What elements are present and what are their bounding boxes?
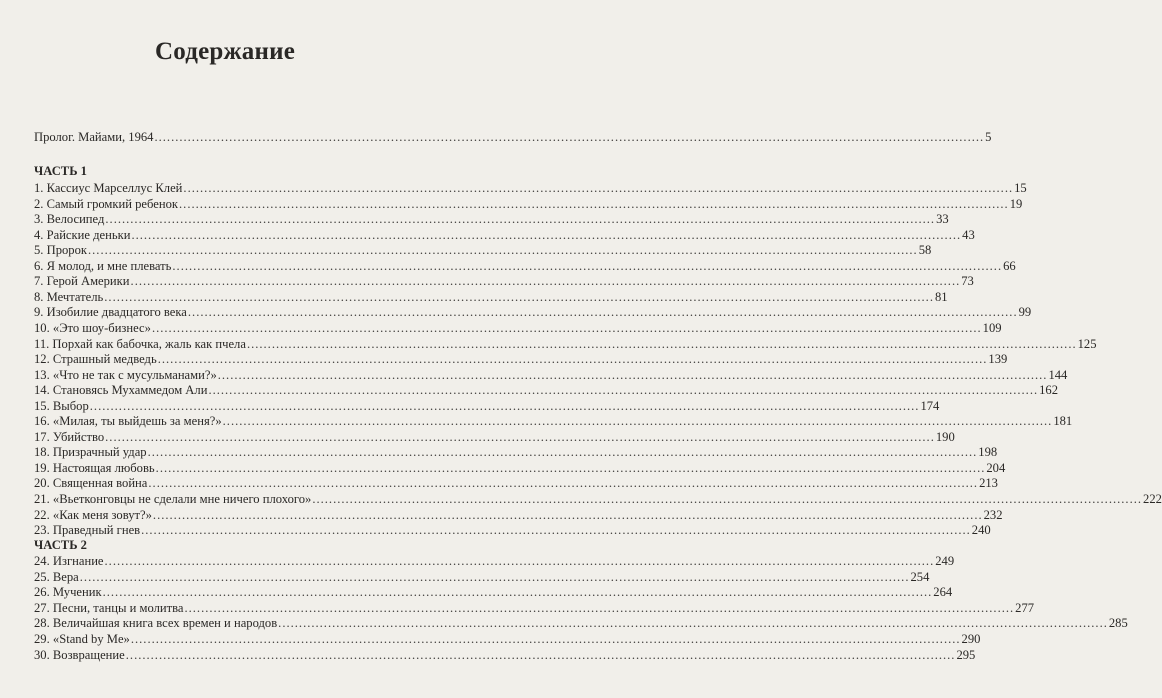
part-heading-1: ЧАСТЬ 1: [34, 164, 87, 178]
entry-label: 24. Изгнание: [34, 554, 104, 568]
entry-page: 190: [935, 429, 955, 444]
dot-leader: ........................................................................................................................................................................................................: [312, 492, 1143, 506]
entry-page: 181: [1053, 414, 1073, 429]
entry-label: 18. Призрачный удар: [34, 445, 147, 460]
entry-label: 6. Я молод, и мне плевать: [34, 258, 172, 273]
dot-leader: ........................................................................................................................................................................................................: [88, 243, 918, 258]
entry-page: 109: [982, 320, 1002, 335]
dot-leader: ........................................................................................................................................................................................................: [104, 554, 935, 568]
entry-page: 81: [934, 289, 948, 304]
entry-label: 10. «Это шоу-бизнес»: [34, 320, 151, 335]
entry-page: 285: [1108, 616, 1128, 631]
entry-label: 15. Выбор: [34, 398, 89, 413]
dot-leader: ........................................................................................................................................................................................................: [179, 196, 1009, 211]
dot-leader: ........................................................................................................................................................................................................: [172, 258, 1003, 273]
entry-page: 213: [979, 476, 998, 491]
entry-page: 249: [935, 554, 955, 568]
dot-leader: ........................................................................................................................................................................................................: [141, 523, 971, 538]
dot-leader: ........................................................................................................................................................................................................: [154, 130, 985, 144]
entry-page: 162: [1039, 383, 1059, 398]
entry-page: 19: [1009, 196, 1023, 211]
entry-label: 19. Настоящая любовь: [34, 460, 155, 475]
dot-leader: ........................................................................................................................................................................................................: [147, 445, 978, 460]
entry-label: 22. «Как меня зовут?»: [34, 507, 152, 522]
dot-leader: ........................................................................................................................................................................................................: [217, 367, 1048, 382]
entry-page: 232: [983, 507, 1003, 522]
entry-page: 73: [961, 274, 974, 289]
part-heading-2: ЧАСТЬ 2: [34, 538, 87, 552]
entry-page: 277: [1015, 600, 1035, 615]
toc-entry: [34, 521, 991, 539]
entry-label: 7. Герой Америки: [34, 274, 130, 289]
entry-label: 30. Возвращение: [34, 647, 125, 662]
toc-entry: [34, 646, 976, 664]
entry-label: 8. Мечтатель: [34, 289, 104, 304]
entry-page: 240: [971, 523, 991, 538]
entry-page: 125: [1077, 336, 1097, 351]
entry-label: 11. Порхай как бабочка, жаль как пчела: [34, 336, 246, 351]
entry-page: 5: [985, 130, 992, 144]
dot-leader: ........................................................................................................................................................................................................: [208, 383, 1039, 398]
dot-leader: ........................................................................................................................................................................................................: [278, 616, 1108, 631]
dot-leader: ........................................................................................................................................................................................................: [183, 181, 1014, 195]
entry-label: 4. Райские деньки: [34, 227, 131, 242]
entry-page: 204: [986, 460, 1006, 475]
entry-label: 16. «Милая, ты выйдешь за меня?»: [34, 414, 222, 429]
entry-label: 2. Самый громкий ребенок: [34, 196, 179, 211]
toc-entry-prologue: [34, 128, 992, 146]
entry-label: 21. «Вьетконговцы не сделали мне ничего плохого»: [34, 492, 312, 506]
entry-label: 23. Праведный гнев: [34, 523, 141, 538]
dot-leader: ........................................................................................................................................................................................................: [102, 585, 933, 600]
dot-leader: ........................................................................................................................................................................................................: [222, 414, 1053, 429]
entry-label: 5. Пророк: [34, 243, 87, 258]
page-title: Содержание: [154, 38, 295, 65]
entry-page: 99: [1018, 305, 1032, 320]
entry-page: 174: [920, 398, 940, 413]
dot-leader: ........................................................................................................................................................................................................: [104, 289, 934, 304]
dot-leader: ........................................................................................................................................................................................................: [187, 305, 1018, 320]
entry-label: 9. Изобилие двадцатого века: [34, 305, 187, 320]
entry-label: 27. Песни, танцы и молитва: [34, 600, 184, 615]
entry-page: 66: [1003, 258, 1016, 273]
entry-label: 20. Священная война: [34, 476, 148, 491]
dot-leader: ........................................................................................................................................................................................................: [130, 632, 961, 646]
entry-page: 33: [936, 212, 949, 227]
entry-label: 3. Велосипед: [34, 212, 105, 227]
entry-page: 222: [1143, 492, 1162, 506]
entry-page: 198: [978, 445, 998, 460]
entry-page: 295: [956, 647, 976, 662]
entry-label: 12. Страшный медведь: [34, 352, 157, 367]
dot-leader: ........................................................................................................................................................................................................: [131, 227, 962, 242]
entry-page: 15: [1014, 181, 1027, 195]
dot-leader: ........................................................................................................................................................................................................: [105, 212, 936, 227]
entry-label: 26. Мученик: [34, 585, 102, 600]
dot-leader: ........................................................................................................................................................................................................: [89, 398, 920, 413]
dot-leader: ........................................................................................................................................................................................................: [125, 647, 956, 662]
entry-label: 29. «Stand by Me»: [34, 632, 130, 646]
entry-label: 14. Становясь Мухаммедом Али: [34, 383, 208, 398]
entry-page: 139: [988, 352, 1008, 367]
entry-page: 58: [918, 243, 932, 258]
entry-label: 28. Величайшая книга всех времен и народов: [34, 616, 278, 631]
entry-label: 1. Кассиус Марселлус Клей: [34, 181, 183, 195]
entry-page: 254: [910, 569, 930, 584]
entry-label: 17. Убийство: [34, 429, 105, 444]
dot-leader: ........................................................................................................................................................................................................: [105, 429, 935, 444]
dot-leader: ........................................................................................................................................................................................................: [246, 336, 1077, 351]
dot-leader: ........................................................................................................................................................................................................: [155, 460, 986, 475]
entry-label: Пролог. Майами, 1964: [34, 130, 154, 144]
dot-leader: ........................................................................................................................................................................................................: [79, 569, 910, 584]
entry-page: 144: [1048, 367, 1068, 382]
dot-leader: ........................................................................................................................................................................................................: [151, 320, 982, 335]
entry-page: 290: [961, 632, 981, 646]
entry-page: 264: [933, 585, 953, 600]
dot-leader: ........................................................................................................................................................................................................: [184, 600, 1015, 615]
dot-leader: ........................................................................................................................................................................................................: [130, 274, 961, 289]
entry-page: 43: [962, 227, 975, 242]
entry-label: 25. Вера: [34, 569, 79, 584]
entry-label: 13. «Что не так с мусульманами?»: [34, 367, 217, 382]
dot-leader: ........................................................................................................................................................................................................: [148, 476, 979, 491]
dot-leader: ........................................................................................................................................................................................................: [157, 352, 988, 367]
dot-leader: ........................................................................................................................................................................................................: [152, 507, 983, 522]
